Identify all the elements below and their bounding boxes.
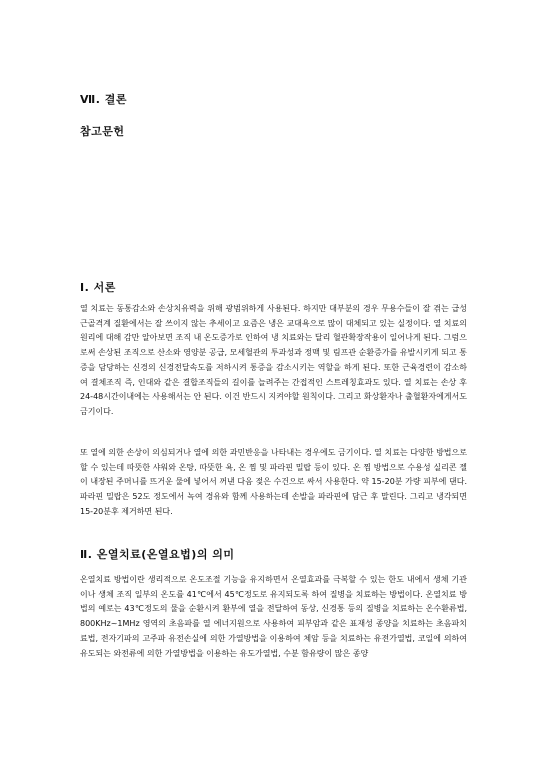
section-2-paragraph-1: 온열치료 방법이란 생리적으로 온도조절 기능을 유지하면서 온열효과를 극복할 수 있는 한도 내에서 생체 기관이나 생체 조직 일부의 온도를 41℃에서 45℃정도로 유지되도록 하여 질병을 치료하는 방법이다. 온열치료 방법의 예로는 43℃정도의 물을 순환시켜 환부에 열을 전달하여 동상, 신경통 등의 질병을 치료하는 온수환류법, 800KHz~1MHz 영역의 초음파를 열 에너지원으로 사용하여 피부암과 같은 표재성 종양을 치료하는 초음파치료법, 전자기파의 고주파 유전손실에 의한 가열방법을 이용하여 체암 등을 치료하는 유전가열법, 코일에 의하여 유도되는 와전류에 의한 가열방법을 이용하는 유도가열법, 수분 함유량이 많은 종양 xyxy=(80,575,467,658)
toc-references-heading: 참고문헌 xyxy=(80,125,125,138)
section-1-paragraph-2: 또 열에 의한 손상이 의심되거나 열에 의한 과민반응을 나타내는 경우에도 금기이다. 열 치료는 다양한 방법으로 할 수 있는데 따뜻한 샤워와 온탕, 따뜻한 욕, 온 찜 및 파라핀 밀랍 등이 있다. 온 찜 방법으로 수용성 실리콘 젤이 내장된 주머니를 뜨거운 물에 넣어서 꺼낸 다음 젖은 수건으로 싸서 사용한다. 약 15-20분 가량 피부에 댄다. 파라핀 밀랍은 52도 정도에서 녹여 경유와 함께 사용하는데 손발을 파라핀에 담근 후 말린다. 그리고 냉각되면 15-20분후 제거하면 된다. xyxy=(80,448,467,516)
toc-conclusion-heading: Ⅶ. 결론 xyxy=(80,93,128,106)
section-2-heading: Ⅱ. 온열치료(온열요법)의 의미 xyxy=(80,548,235,561)
section-1-heading: Ⅰ. 서론 xyxy=(80,281,116,294)
section-1-paragraph-1: 열 치료는 동통감소와 손상치유력을 위해 광범위하게 사용된다. 하지만 대부분의 경우 무용수들이 잘 겪는 급성 근골격계 질환에서는 잘 쓰이지 않는 추세이고 요즘은 냉은 교대욕으로 많이 대체되고 있는 실정이다. 열 치료의 원리에 대해 감만 알아보면 조직 내 온도증가로 인하여 냉 치료와는 달리 혈관확장작용이 일어나게 된다. 그럼으로써 손상된 조직으로 산소와 영양분 공급, 모세혈관의 투과성과 정맥 및 림프관 순환증가를 유발시키게 되고 통증을 담당하는 신경의 신경전달속도를 저하시켜 통증을 감소시키는 역할을 하게 된다. 또한 근육경련이 감소하여 결체조직 즉, 인대와 같은 결합조직들의 길이를 늘려주는 간접적인 스트레칭효과도 있다. 열 치료는 손상 후 24-48시간이내에는 사용해서는 안 된다. 이건 반드시 지켜야할 원칙이다. 그리고 화상환자나 출혈환자에게서도 금기이다. xyxy=(80,304,467,416)
